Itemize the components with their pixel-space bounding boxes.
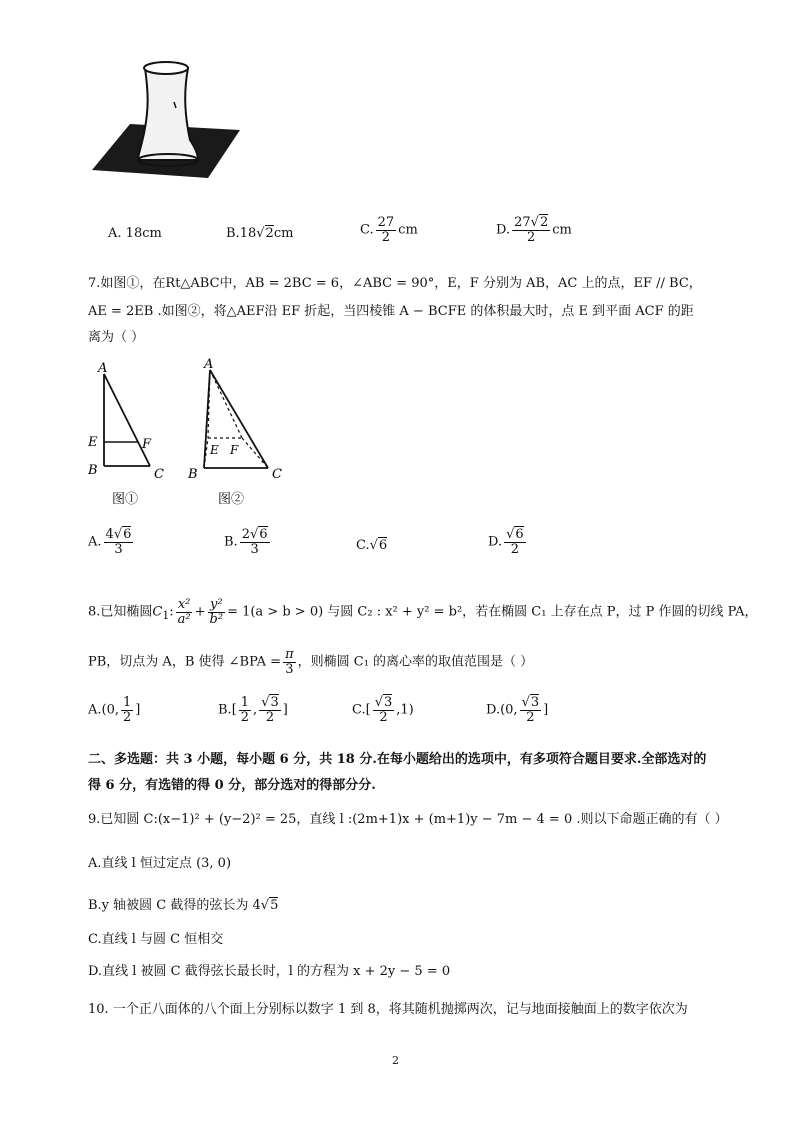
q9-stem: 9.已知圆 C:(x−1)² + (y−2)² = 25，直线 l :(2m+1)x + (m+1)y − 7m − 4 = 0 .则以下命题正确的有（ ） [88, 812, 728, 827]
q7-option-b: B. $\frac{2√6}{3}$ [224, 527, 268, 557]
q6-option-c-unit: cm [398, 222, 418, 238]
q8-option-a-pre: (0, [101, 702, 120, 718]
q8-line2-post: ，则椭圆 C₁ 的离心率的取值范围是（ ） [297, 654, 534, 670]
q7-fig2-label-b: B [188, 467, 198, 482]
q6-option-b-coef: 18 [239, 226, 257, 241]
q7-fig2-label-c: C [272, 467, 282, 482]
q9-option-b: B.y 轴被圆 C 截得的弦长为 4√5 [88, 898, 279, 913]
q8-option-b-pre: [ [231, 702, 237, 718]
q6-option-d-fraction: $\frac{27√2}{2}$ [514, 215, 549, 245]
q8-option-a-den: 2 [123, 709, 132, 725]
q7-option-c: C.√6 [356, 538, 388, 553]
q8-option-c-pre: [ [365, 702, 371, 718]
q7-fig2-label-f: F [230, 443, 239, 457]
section2-header-line2: 得 6 分，有选错的得 0 分，部分选对的得部分分. [88, 778, 376, 793]
q7-fig1-label-a: A [98, 361, 108, 376]
q8-option-a-letter: A. [88, 702, 102, 718]
q8-option-b-post: ] [282, 702, 288, 718]
q7-option-d-denominator: 2 [510, 541, 520, 557]
q7-option-a-coef: 4 [105, 527, 114, 542]
q8-c1: C [152, 604, 163, 620]
q8-option-b-letter: B. [218, 702, 232, 718]
q8-a2: a² [177, 611, 191, 627]
q8-option-b-rad: 3 [270, 695, 279, 710]
q7-option-d-letter: D. [488, 534, 503, 550]
q6-option-a-letter: A. [108, 226, 122, 241]
q10-stem-line1: 10. 一个正八面体的八个面上分别标以数字 1 到 8，将其随机抛掷两次，记与地面接触面上的数字依次为 [88, 1002, 688, 1017]
q8-option-d-letter: D. [486, 702, 501, 718]
q7-option-b-denominator: 3 [250, 541, 259, 557]
q8-three: 3 [285, 661, 294, 677]
q7-option-d-radicand: 6 [515, 527, 524, 542]
q8-option-b-num1: 1 [240, 695, 250, 710]
q8-stem-mid: = 1(a > b > 0) 与圆 C₂ : x² + y² = b²，若在椭圆 C₁ 上存在点 P，过 P 作圆的切线 PA， [227, 604, 758, 620]
q6-option-c-fraction [376, 216, 397, 244]
section2-header-line1: 二、多选题：共 3 小题，每小题 6 分，共 18 分.在每小题给出的选项中，有多项符合题目要求.全部选对的 [88, 752, 707, 767]
q6-option-c [360, 216, 418, 244]
q8-x2: x² [177, 597, 191, 612]
q8-option-b-mid: , [253, 702, 258, 718]
q6-option-c-numerator: 27 [377, 215, 395, 230]
q6-option-b-unit: cm [273, 226, 294, 241]
q7-option-c-radicand: 6 [378, 538, 388, 553]
q8-option-c-letter: C. [352, 702, 366, 718]
q9-option-b-radicand: 5 [270, 898, 279, 913]
q7-fig1-label-b: B [88, 463, 98, 478]
q7-fig1-caption: 图① [112, 492, 139, 507]
q7-option-a-letter: A. [88, 534, 102, 550]
q6-option-c-letter: C. [360, 222, 374, 238]
q9-option-d: D.直线 l 被圆 C 截得弦长最长时，l 的方程为 x + 2y − 5 = 0 [88, 964, 451, 979]
q7-figure-2 [184, 356, 294, 488]
q7-fig2-label-e: E [210, 443, 219, 457]
q6-figure [90, 50, 250, 180]
q7-option-c-letter: C. [356, 538, 370, 553]
q8-prefix: 8.已知椭圆 [88, 604, 153, 620]
q7-stem-line2: AE = 2EB .如图②，将△AEF沿 EF 折起，当四棱锥 A − BCFE 的体积最大时，点 E 到平面 ACF 的距 [88, 304, 694, 319]
q7-option-b-radicand: 6 [259, 527, 268, 542]
q8-option-d-post: ] [543, 702, 549, 718]
q7-option-b-letter: B. [224, 534, 238, 550]
q7-figure-1 [86, 358, 186, 488]
q8-stem-line2 [88, 648, 533, 676]
q8-option-b-den1: 2 [240, 709, 250, 725]
q6-option-d-radicand: 2 [539, 215, 549, 230]
q6-option-c-denominator: 2 [381, 229, 391, 245]
q8-b2: b² [209, 611, 224, 627]
q7-option-a-radicand: 6 [123, 527, 132, 542]
q6-option-d-coef: 27 [514, 215, 531, 230]
q6-option-d-denominator: 2 [527, 229, 536, 245]
q7-fig2-caption: 图② [218, 492, 245, 507]
q7-option-b-coef: 2 [241, 527, 250, 542]
q9-option-c: C.直线 l 与圆 C 恒相交 [88, 932, 224, 947]
q8-option-c-post: ,1) [396, 702, 414, 718]
q8-option-b: B.[ $\frac{1}{2}$ , $\frac{√3}{2}$ ] [218, 695, 288, 725]
q6-option-a-value: 18cm [125, 226, 162, 241]
q7-option-a-denominator: 3 [114, 541, 123, 557]
q6-option-d [496, 216, 572, 244]
q6-vase-body [138, 68, 198, 160]
q8-option-c-rad: 3 [384, 695, 393, 710]
q8-stem-line1: 8.已知椭圆$C_1$: $\frac{\text{x²}}{\text{a²}}$ + $\frac{\text{y²}}{\text{b²}}$ = 1(a > b > 0) 与圆 C₂ : x² + y² = b²，若在椭圆 C₁ 上存在点 P，过 P 作圆的切线 PA， [88, 597, 758, 627]
q8-option-d-den: 2 [526, 709, 535, 725]
q6-option-b: B.18√2cm [226, 226, 294, 241]
q7-stem-line1: 7.如图①，在Rt△ABC中，AB = 2BC = 6，∠ABC = 90°，E，F 分别为 AB，AC 上的点，EF // BC， [88, 276, 702, 291]
q8-option-a [88, 696, 140, 724]
q6-option-d-letter: D. [496, 222, 511, 238]
q7-option-a: A. $\frac{4√6}{3}$ [88, 527, 132, 557]
q7-stem-line3: 离为（ ） [88, 330, 145, 345]
q6-option-a [108, 226, 162, 241]
q8-option-d-pre: (0, [500, 702, 518, 718]
q8-y2: y² [210, 597, 223, 612]
q8-option-d: D.(0, $\frac{√3}{2}$ ] [486, 695, 549, 725]
q6-option-b-letter: B. [226, 226, 240, 241]
q6-option-b-radicand: 2 [265, 226, 274, 241]
q7-fig1-label-f: F [142, 437, 152, 452]
q8-pi: π [285, 647, 294, 662]
q8-option-a-post: ] [135, 702, 141, 718]
page-number: 2 [392, 1054, 399, 1067]
q8-option-d-rad: 3 [530, 695, 540, 710]
q9-option-b-text: B.y 轴被圆 C 截得的弦长为 4 [88, 898, 261, 913]
q8-option-a-num: 1 [123, 695, 132, 710]
q8-option-b-den2: 2 [265, 709, 275, 725]
q6-option-d-unit: cm [552, 222, 572, 238]
q7-fig1-label-e: E [88, 435, 98, 450]
q7-fig1-label-c: C [154, 467, 164, 482]
q7-option-d: D. $\frac{√6}{2}$ [488, 527, 524, 557]
q8-option-c: C.[ $\frac{√3}{2}$ ,1) [352, 695, 414, 725]
q7-fig2-label-a: A [204, 357, 214, 372]
q8-option-c-den: 2 [379, 709, 388, 725]
q8-colon: : [169, 604, 174, 620]
q9-option-a: A.直线 l 恒过定点 (3, 0) [88, 856, 232, 871]
q8-line2-pre: PB，切点为 A，B 使得 ∠BPA = [88, 654, 282, 670]
q6-vase-top [144, 62, 188, 74]
